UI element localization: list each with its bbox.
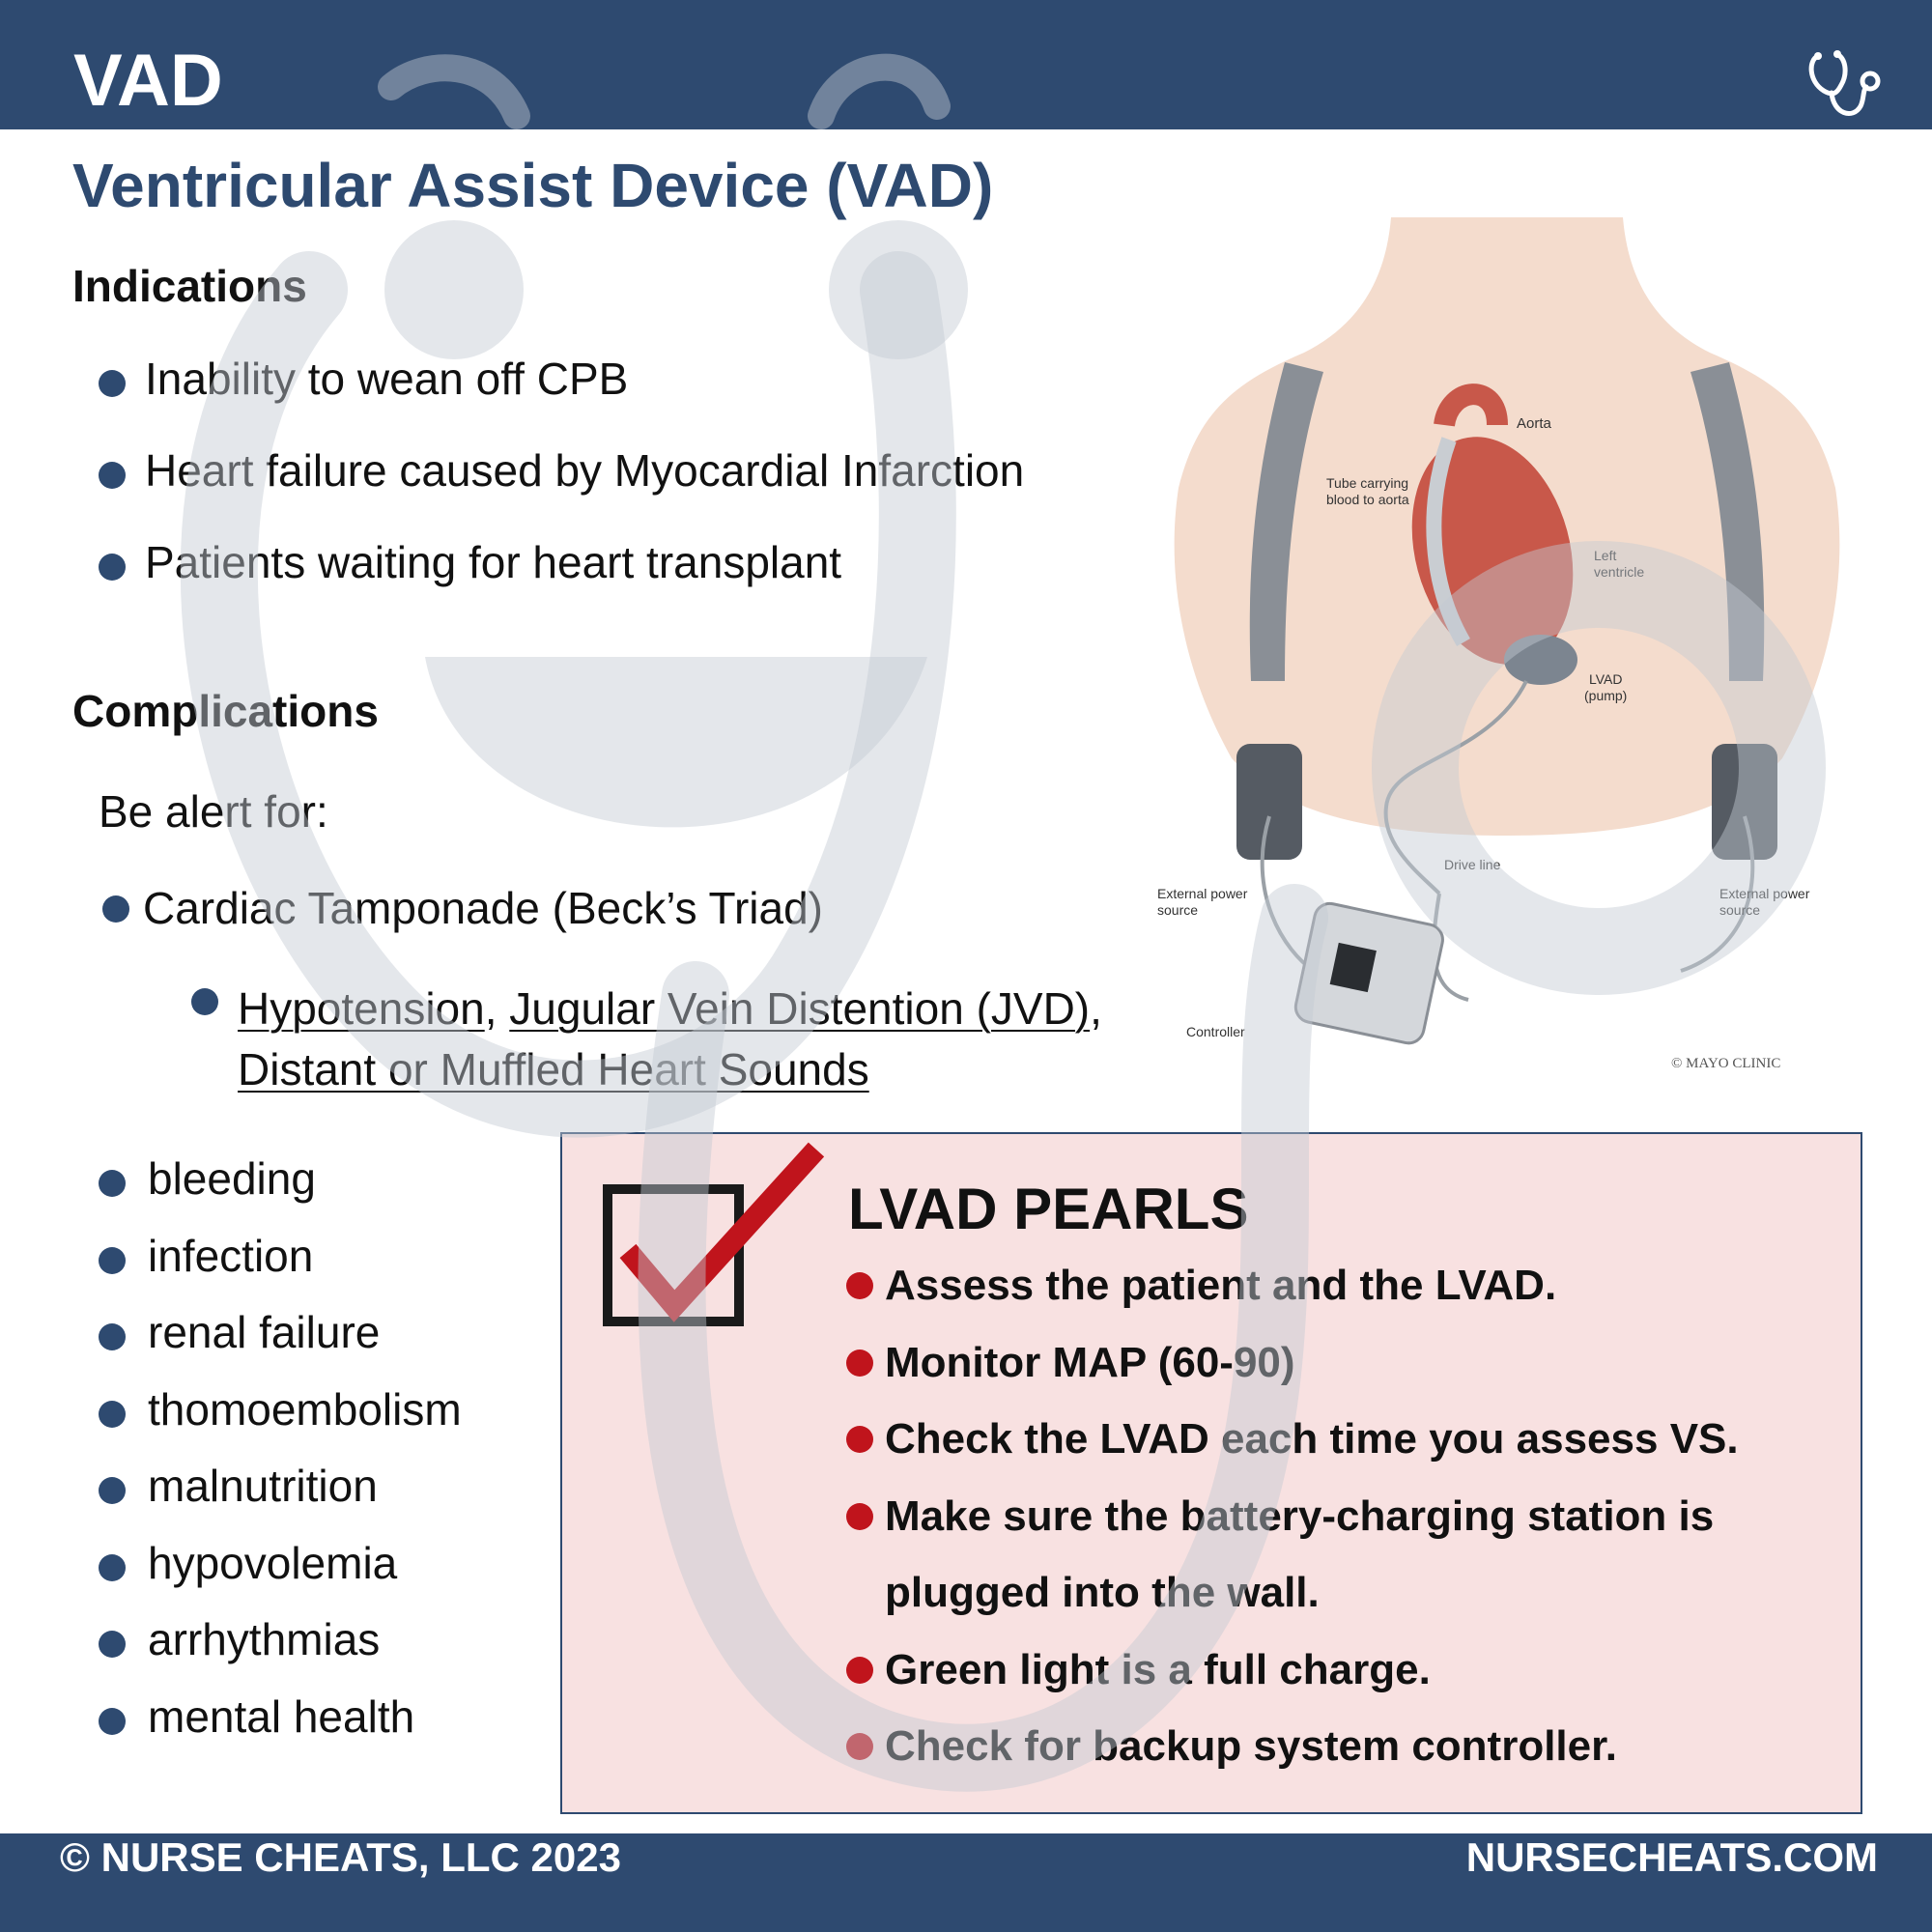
complications-list bbox=[73, 1153, 556, 1771]
stethoscope-icon bbox=[1804, 46, 1882, 128]
list-item: arrhythmias bbox=[73, 1617, 556, 1694]
copyright-text: © NURSE CHEATS, LLC 2023 bbox=[60, 1834, 621, 1880]
pearls-list bbox=[846, 1264, 1851, 1803]
list-item: bleeding bbox=[73, 1156, 556, 1234]
list-item: renal failure bbox=[73, 1310, 556, 1387]
label-ext-left-1: External power bbox=[1157, 886, 1248, 901]
page-title: Ventricular Assist Device (VAD) bbox=[72, 151, 994, 220]
bullet-dot bbox=[99, 1401, 126, 1428]
complications-intro: Be alert for: bbox=[99, 786, 328, 837]
bullet-dot bbox=[846, 1733, 873, 1760]
list-item: hypovolemia bbox=[73, 1541, 556, 1618]
bullet-dot bbox=[99, 1631, 126, 1658]
list-item: malnutrition bbox=[73, 1463, 556, 1541]
bullet-dot bbox=[99, 1554, 126, 1581]
label-ext-right-2: source bbox=[1719, 902, 1761, 918]
lvad-illustration bbox=[1140, 217, 1855, 1087]
label-tube-2: blood to aorta bbox=[1326, 492, 1409, 507]
list-item: Patients waiting for heart transplant bbox=[73, 540, 1165, 632]
indications-heading: Indications bbox=[72, 261, 307, 311]
list-item: Monitor MAP (60-90) bbox=[846, 1342, 1851, 1419]
bullet-dot bbox=[99, 1170, 126, 1197]
triad-hypotension: Hypotension bbox=[238, 983, 485, 1034]
list-item: Check the LVAD each time you assess VS. bbox=[846, 1418, 1851, 1495]
list-item: infection bbox=[73, 1234, 556, 1311]
label-ext-left-2: source bbox=[1157, 902, 1199, 918]
torso-figure bbox=[1175, 217, 1840, 1046]
bullet-dot bbox=[99, 1477, 126, 1504]
label-ext-right-1: External power bbox=[1719, 886, 1810, 901]
label-lv-2: ventricle bbox=[1594, 564, 1645, 580]
pearls-title: LVAD PEARLS bbox=[848, 1177, 1249, 1241]
website-text: NURSECHEATS.COM bbox=[1465, 1834, 1878, 1880]
bullet-dot bbox=[846, 1426, 873, 1453]
list-item: Green light is a full charge. bbox=[846, 1649, 1851, 1726]
list-item: Heart failure caused by Myocardial Infarction bbox=[73, 448, 1165, 540]
list-item: Check for backup system controller. bbox=[846, 1725, 1851, 1803]
bullet-dot bbox=[846, 1272, 873, 1299]
label-tube-1: Tube carrying bbox=[1326, 475, 1409, 491]
header-bar bbox=[0, 0, 1932, 129]
list-item: Make sure the battery-charging station is bbox=[846, 1495, 1851, 1573]
label-drive-line: Drive line bbox=[1444, 857, 1501, 872]
label-lv-1: Left bbox=[1594, 548, 1617, 563]
label-lvad-2: (pump) bbox=[1584, 688, 1628, 703]
label-controller: Controller bbox=[1186, 1024, 1245, 1039]
indications-list bbox=[73, 356, 1165, 632]
bullet-dot bbox=[99, 462, 126, 489]
label-aorta: Aorta bbox=[1517, 415, 1551, 432]
list-item: thomoembolism bbox=[73, 1387, 556, 1464]
checkbox-checkmark-icon bbox=[599, 1130, 831, 1333]
bullet-dot bbox=[846, 1657, 873, 1684]
bullet-dot bbox=[99, 1323, 126, 1350]
bullet-dot bbox=[99, 1708, 126, 1735]
bullet-dot bbox=[846, 1503, 873, 1530]
tamponade-item: Cardiac Tamponade (Beck’s Triad) bbox=[99, 886, 1065, 934]
bullet-dot bbox=[99, 370, 126, 397]
bullet-dot bbox=[846, 1350, 873, 1377]
image-credit: © MAYO CLINIC bbox=[1671, 1056, 1781, 1071]
list-item: mental health bbox=[73, 1694, 556, 1772]
list-item: plugged into the wall. bbox=[885, 1569, 1320, 1616]
bullet-dot bbox=[191, 988, 218, 1015]
bullet-dot bbox=[99, 554, 126, 581]
list-item: Assess the patient and the LVAD. bbox=[846, 1264, 1851, 1342]
bullet-dot bbox=[99, 1247, 126, 1274]
triad-jvd: Jugular Vein Distention (JVD) bbox=[509, 983, 1091, 1034]
bullet-dot bbox=[102, 895, 129, 923]
list-item: Inability to wean off CPB bbox=[73, 356, 1165, 448]
complications-heading: Complications bbox=[72, 686, 379, 736]
label-lvad-1: LVAD bbox=[1589, 671, 1623, 687]
triad-heart-sounds: Distant or Muffled Heart Sounds bbox=[238, 1044, 869, 1094]
brand-title: VAD bbox=[73, 40, 223, 122]
